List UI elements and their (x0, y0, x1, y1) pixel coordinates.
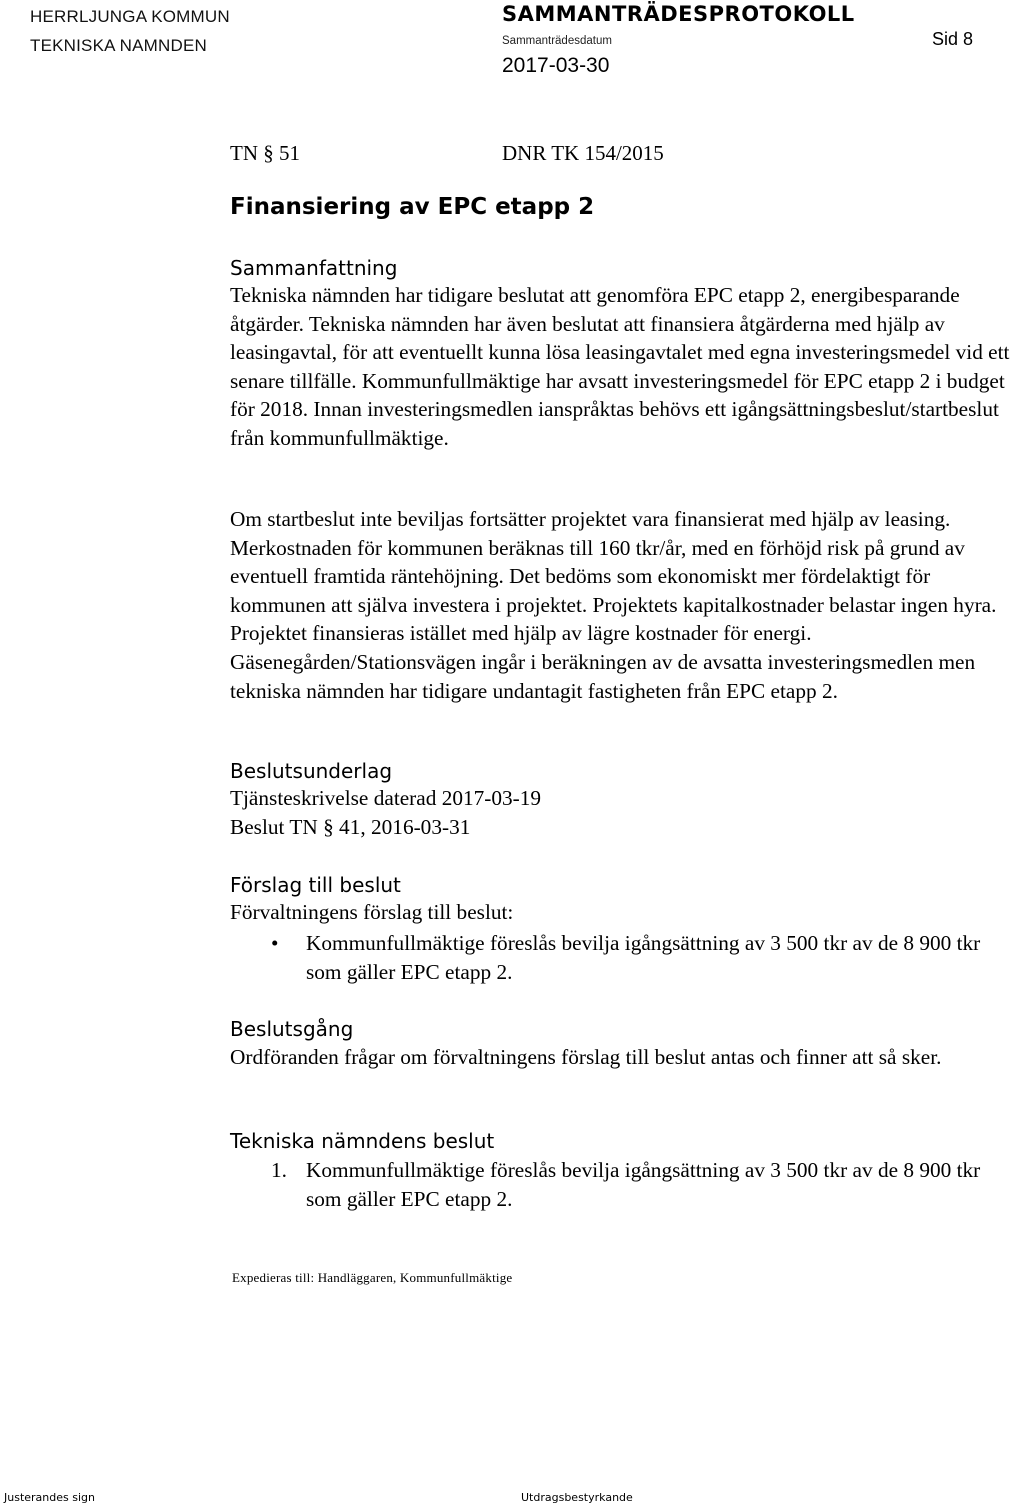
meeting-date-label: Sammanträdesdatum (502, 35, 612, 47)
summary-heading: Sammanfattning (230, 256, 398, 280)
paragraph-number: TN § 51 (230, 141, 300, 165)
proposal-intro: Förvaltningens förslag till beslut: (230, 900, 514, 924)
basis-item: Beslut TN § 41, 2016-03-31 (230, 815, 471, 839)
case-number: DNR TK 154/2015 (502, 141, 664, 165)
decision-list (271, 1156, 1006, 1213)
meeting-date: 2017-03-30 (502, 54, 610, 77)
committee-name: TEKNISKA NAMNDEN (30, 36, 208, 55)
proposal-list (271, 929, 1006, 986)
basis-item: Tjänsteskrivelse daterad 2017-03-19 (230, 786, 542, 810)
summary-paragraph-2: Om startbeslut inte beviljas fortsätter projektet vara finansierat med hjälp av leasing. Merkostnaden för kommunen beräknas till 160 tkr/år, med en förhöjd risk på grund av eventuell framtida räntehöjning. Det bedöms som ekonomiskt mer fördelaktigt för kommunen att själva investera i projektet. Projektets kapitalkostnader belastar ingen hyra. Projektet finansieras istället med hjälp av lägre kostnader för energi. Gäsenegården/Stationsvägen ingår i beräkningen av de avsatta investeringsmedlen men tekniska nämnden har tidigare undantagit fastigheten från EPC etapp 2. (230, 507, 997, 703)
decision-list-item: 1. Kommunfullmäktige föreslås bevilja igångsättning av 3 500 tkr av de 8 900 tkr som gäller EPC etapp 2. (271, 1158, 981, 1211)
proposal-heading: Förslag till beslut (230, 873, 401, 897)
basis-heading: Beslutsunderlag (230, 759, 393, 783)
case-title: Finansiering av EPC etapp 2 (230, 194, 595, 220)
distribution-list: Expedieras till: Handläggaren, Kommunfullmäktige (232, 1270, 513, 1285)
footer-certification-label: Utdragsbestyrkande (521, 1491, 633, 1504)
decision-number: 1. (271, 1158, 287, 1182)
procedure-heading: Beslutsgång (230, 1017, 354, 1041)
page-number: Sid 8 (932, 29, 974, 49)
bullet-marker: • (271, 931, 279, 955)
footer-signature-label: Justerandes sign (4, 1491, 95, 1504)
proposal-list-item: • Kommunfullmäktige föreslås bevilja igångsättning av 3 500 tkr av de 8 900 tkr som gäller EPC etapp 2. (271, 931, 981, 984)
summary-paragraph-1: Tekniska nämnden har tidigare beslutat att genomföra EPC etapp 2, energibesparande åtgärder. Tekniska nämnden har även beslutat att finansiera åtgärderna med hjälp av leasingavtal, för att eventuellt kunna lösa leasingavtalet med egna investeringsmedel vid ett senare tillfälle. Kommunfullmäktige har avsatt investeringsmedel för EPC etapp 2 i budget för 2018. Innan investeringsmedlen ianspråktas behövs ett igångsättningsbeslut/startbeslut från kommunfullmäktige. (230, 283, 1010, 450)
procedure-text: Ordföranden frågar om förvaltningens förslag till beslut antas och finner att så sker. (230, 1045, 942, 1069)
document-type: SAMMANTRÄDESPROTOKOLL (502, 2, 855, 26)
decision-heading: Tekniska nämndens beslut (230, 1129, 495, 1153)
municipality-name: HERRLJUNGA KOMMUN (30, 7, 230, 26)
